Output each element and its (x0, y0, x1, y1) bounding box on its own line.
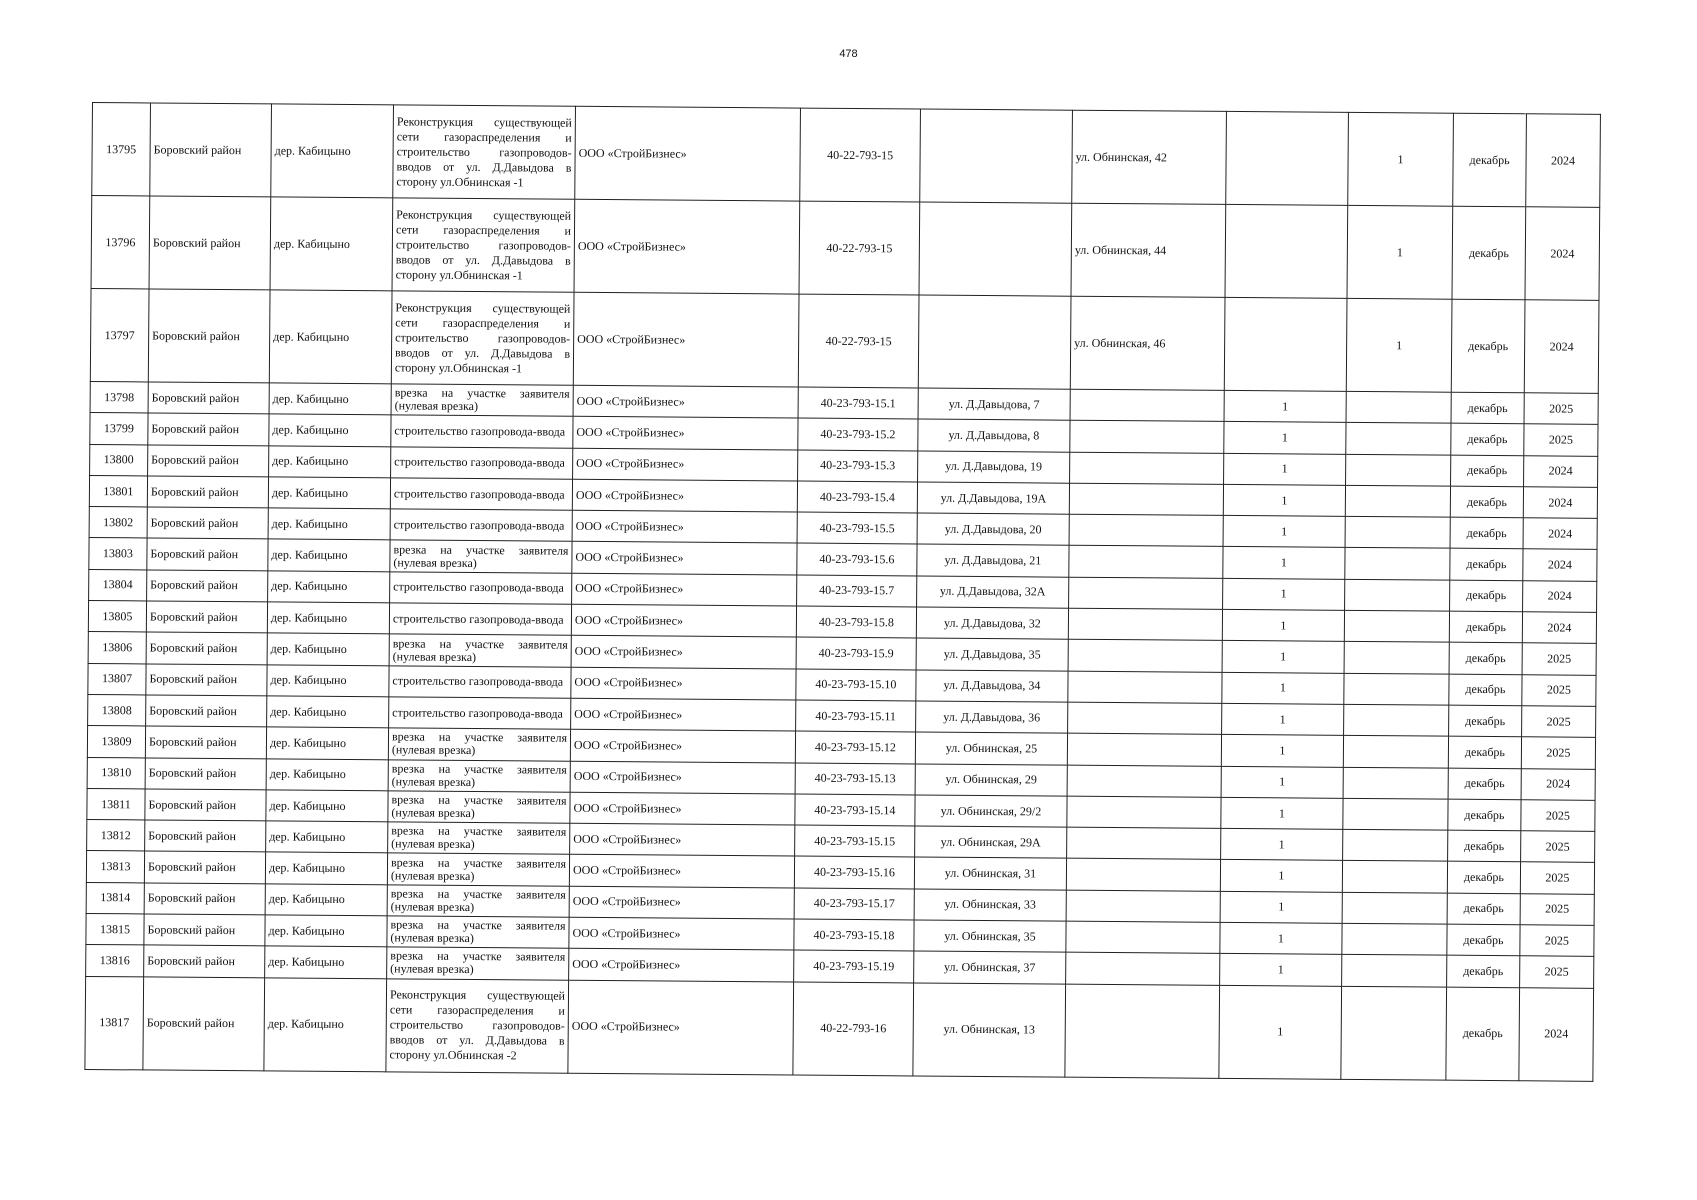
year-cell: 2024 (1523, 581, 1597, 613)
address-cell: ул. Обнинская, 29А (915, 826, 1067, 858)
quantity-alt-cell (1346, 454, 1451, 486)
address-cell: ул. Обнинская, 13 (913, 983, 1066, 1077)
organization-cell: ООО «СтройБизнес» (573, 448, 798, 481)
quantity-cell: 1 (1222, 641, 1344, 673)
quantity-cell: 1 (1221, 829, 1343, 861)
address-cell: ул. Обнинская, 33 (914, 889, 1066, 921)
work-description-cell: строительство газопровода-ввода (389, 666, 571, 699)
year-cell: 2025 (1524, 424, 1598, 456)
district-cell: Боровский район (146, 601, 267, 633)
month-cell: декабрь (1448, 768, 1521, 800)
village-cell: дер. Кабицыно (266, 821, 388, 853)
address-cell: ул. Д.Давыдова, 36 (916, 701, 1068, 733)
village-cell: дер. Кабицыно (267, 696, 389, 728)
organization-cell: ООО «СтройБизнес» (570, 792, 795, 825)
month-cell: декабрь (1451, 299, 1525, 393)
object-code-cell: 40-22-793-15 (798, 294, 919, 388)
address-alt-cell (1069, 483, 1223, 516)
quantity-alt-cell: 1 (1347, 205, 1453, 299)
work-description-cell: врезка на участке заявителя (нулевая врезка) (387, 947, 569, 980)
work-description-cell: врезка на участке заявителя (нулевая врезка) (391, 384, 573, 417)
address-cell: ул. Д.Давыдова, 8 (918, 419, 1070, 451)
work-description-cell: врезка на участке заявителя (нулевая врезка) (388, 759, 570, 792)
year-cell: 2025 (1522, 706, 1596, 738)
quantity-alt-cell (1346, 391, 1451, 423)
quantity-alt-cell (1345, 517, 1450, 549)
address-alt-cell (1068, 671, 1222, 704)
organization-cell: ООО «СтройБизнес» (572, 573, 797, 606)
object-code-cell: 40-23-793-15.15 (795, 825, 915, 857)
district-cell: Боровский район (148, 382, 269, 414)
village-cell: дер. Кабицыно (265, 915, 387, 947)
village-cell: дер. Кабицыно (268, 508, 390, 540)
table-row (90, 288, 1599, 393)
month-cell: декабрь (1446, 987, 1520, 1081)
object-code-cell: 40-23-793-15.3 (798, 450, 918, 482)
object-code-cell: 40-23-793-15.5 (797, 512, 917, 544)
row-number: 13815 (86, 914, 144, 946)
address-cell: ул. Обнинская, 31 (914, 857, 1066, 889)
quantity-cell: 1 (1220, 860, 1342, 892)
quantity-cell: 1 (1223, 516, 1345, 548)
village-cell: дер. Кабицыно (264, 978, 387, 1072)
work-description-cell: строительство газопровода-ввода (391, 415, 573, 448)
row-number: 13806 (88, 632, 146, 664)
work-description-cell: врезка на участке заявителя (нулевая врезка) (387, 853, 569, 886)
district-cell: Боровский район (148, 289, 270, 383)
table-body (85, 103, 1601, 1081)
row-number: 13800 (90, 444, 148, 476)
district-cell: Боровский район (144, 883, 265, 915)
address-alt-cell (1067, 827, 1221, 860)
row-number: 13814 (86, 882, 144, 914)
quantity-cell: 1 (1222, 609, 1344, 641)
object-code-cell: 40-23-793-15.17 (794, 888, 914, 920)
row-number: 13808 (88, 694, 146, 726)
year-cell: 2025 (1522, 674, 1596, 706)
row-number: 13809 (87, 726, 145, 758)
month-cell: декабрь (1449, 611, 1522, 643)
object-code-cell: 40-22-793-15 (799, 201, 920, 295)
quantity-cell: 1 (1222, 703, 1344, 735)
month-cell: декабрь (1448, 736, 1521, 768)
address-cell: ул. Д.Давыдова, 32А (917, 576, 1069, 608)
quantity-alt-cell (1343, 798, 1448, 830)
month-cell: декабрь (1451, 392, 1524, 424)
district-cell: Боровский район (143, 977, 265, 1071)
quantity-alt-cell: 1 (1346, 298, 1452, 392)
year-cell: 2025 (1520, 893, 1594, 925)
village-cell: дер. Кабицыно (268, 477, 390, 509)
address-cell: ул. Д.Давыдова, 35 (916, 638, 1068, 670)
organization-cell: ООО «СтройБизнес» (575, 106, 801, 201)
quantity-alt-cell (1345, 485, 1450, 517)
organization-cell: ООО «СтройБизнес» (571, 604, 796, 637)
work-description-cell: Реконструкция существующей сети газораспределения и строительство газопроводов-вводов от ул. Д.Давыдова в сторону ул.Обнинская -2 (386, 978, 569, 1072)
object-code-cell: 40-23-793-15.19 (794, 950, 914, 982)
work-description-cell: врезка на участке заявителя (нулевая врезка) (387, 916, 569, 949)
district-cell: Боровский район (146, 695, 267, 727)
address-alt-cell (1069, 514, 1223, 547)
table-row (91, 196, 1600, 301)
quantity-alt-cell (1344, 673, 1449, 705)
organization-cell: ООО «СтройБизнес» (574, 199, 800, 294)
address-alt-cell (1069, 546, 1223, 579)
district-cell: Боровский район (144, 851, 265, 883)
village-cell: дер. Кабицыно (268, 571, 390, 603)
year-cell: 2024 (1525, 207, 1600, 301)
address-cell (918, 295, 1071, 389)
page-number: 478 (839, 48, 858, 60)
address-alt-cell (1068, 702, 1222, 735)
quantity-cell: 1 (1223, 484, 1345, 516)
year-cell: 2025 (1520, 862, 1594, 894)
quantity-cell (1225, 204, 1348, 298)
address-cell: ул. Д.Давыдова, 19 (918, 451, 1070, 483)
quantity-cell: 1 (1224, 453, 1346, 485)
month-cell: декабрь (1448, 799, 1521, 831)
year-cell: 2024 (1523, 487, 1597, 519)
quantity-alt-cell (1344, 610, 1449, 642)
year-cell: 2025 (1520, 956, 1594, 988)
address-cell: ул. Обнинская, 29 (915, 764, 1067, 796)
district-cell: Боровский район (147, 507, 268, 539)
village-cell: дер. Кабицыно (269, 290, 392, 384)
district-cell: Боровский район (150, 103, 272, 197)
district-cell: Боровский район (146, 664, 267, 696)
address-alt-cell (1066, 953, 1220, 986)
quantity-alt-cell: 1 (1348, 112, 1454, 206)
district-cell: Боровский район (144, 914, 265, 946)
organization-cell: ООО «СтройБизнес» (572, 542, 797, 575)
district-cell: Боровский район (144, 945, 265, 977)
year-cell: 2025 (1521, 831, 1595, 863)
district-cell: Боровский район (149, 196, 271, 290)
work-description-cell: врезка на участке заявителя (нулевая врезка) (388, 822, 570, 855)
row-number: 13802 (89, 507, 147, 539)
quantity-cell: 1 (1221, 735, 1343, 767)
year-cell: 2024 (1524, 300, 1599, 394)
work-description-cell: врезка на участке заявителя (нулевая врезка) (387, 885, 569, 918)
district-cell: Боровский район (147, 476, 268, 508)
district-cell: Боровский район (145, 726, 266, 758)
district-cell: Боровский район (145, 820, 266, 852)
address-cell: ул. Д.Давыдова, 19А (917, 482, 1069, 514)
table-row (85, 976, 1594, 1081)
organization-cell: ООО «СтройБизнес» (572, 479, 797, 512)
village-cell: дер. Кабицыно (266, 727, 388, 759)
quantity-cell: 1 (1220, 891, 1342, 923)
month-cell: декабрь (1450, 549, 1523, 581)
quantity-cell: 1 (1220, 922, 1342, 954)
month-cell: декабрь (1447, 956, 1520, 988)
quantity-cell: 1 (1219, 985, 1342, 1079)
address-alt-cell (1070, 389, 1224, 422)
row-number: 13807 (88, 663, 146, 695)
organization-cell: ООО «СтройБизнес» (569, 886, 794, 919)
month-cell: декабрь (1447, 924, 1520, 956)
address-cell: ул. Обнинская, 37 (914, 951, 1066, 983)
work-description-cell: врезка на участке заявителя (нулевая врезка) (388, 791, 570, 824)
address-alt-cell (1066, 859, 1220, 892)
object-code-cell: 40-22-793-15 (800, 108, 921, 202)
address-alt-cell (1065, 984, 1220, 1078)
object-code-cell: 40-23-793-15.10 (796, 669, 916, 701)
organization-cell: ООО «СтройБизнес» (569, 917, 794, 950)
year-cell: 2025 (1524, 393, 1598, 425)
organization-cell: ООО «СтройБизнес» (571, 636, 796, 669)
object-code-cell: 40-23-793-15.6 (797, 544, 917, 576)
village-cell: дер. Кабицыно (269, 445, 391, 477)
address-alt-cell: ул. Обнинская, 44 (1071, 203, 1226, 297)
work-description-cell: строительство газопровода-ввода (390, 478, 572, 511)
village-cell: дер. Кабицыно (269, 383, 391, 415)
work-description-cell: Реконструкция существующей сети газораспределения и строительство газопроводов-вводов от ул. Д.Давыдова в сторону ул.Обнинская -1 (392, 198, 575, 292)
month-cell: декабрь (1449, 705, 1522, 737)
organization-cell: ООО «СтройБизнес» (573, 292, 799, 387)
quantity-cell: 1 (1222, 672, 1344, 704)
address-cell: ул. Обнинская, 25 (915, 732, 1067, 764)
table-row (92, 103, 1601, 208)
month-cell: декабрь (1452, 206, 1526, 300)
village-cell: дер. Кабицыно (271, 104, 394, 198)
quantity-alt-cell (1342, 892, 1447, 924)
address-alt-cell (1070, 452, 1224, 485)
work-description-cell: строительство газопровода-ввода (390, 509, 572, 542)
village-cell: дер. Кабицыно (265, 852, 387, 884)
address-cell (920, 109, 1073, 203)
quantity-alt-cell (1341, 986, 1447, 1080)
gasification-table (84, 102, 1601, 1081)
row-number: 13804 (89, 569, 147, 601)
row-number: 13795 (92, 103, 151, 196)
quantity-alt-cell (1342, 923, 1447, 955)
row-number: 13816 (86, 945, 144, 977)
row-number: 13799 (90, 413, 148, 445)
district-cell: Боровский район (147, 570, 268, 602)
organization-cell: ООО «СтройБизнес» (569, 855, 794, 888)
year-cell: 2024 (1524, 455, 1598, 487)
year-cell: 2024 (1526, 114, 1601, 208)
village-cell: дер. Кабицыно (267, 665, 389, 697)
quantity-cell: 1 (1221, 797, 1343, 829)
month-cell: декабрь (1449, 674, 1522, 706)
year-cell: 2024 (1523, 549, 1597, 581)
village-cell: дер. Кабицыно (268, 539, 390, 571)
quantity-cell (1226, 111, 1349, 205)
district-cell: Боровский район (147, 538, 268, 570)
month-cell: декабрь (1451, 423, 1524, 455)
month-cell: декабрь (1448, 830, 1521, 862)
quantity-alt-cell (1342, 955, 1447, 987)
month-cell: декабрь (1450, 580, 1523, 612)
work-description-cell: строительство газопровода-ввода (389, 697, 571, 730)
year-cell: 2024 (1522, 612, 1596, 644)
month-cell: декабрь (1449, 643, 1522, 675)
address-alt-cell (1066, 890, 1220, 923)
quantity-alt-cell (1345, 579, 1450, 611)
year-cell: 2024 (1521, 768, 1595, 800)
work-description-cell: строительство газопровода-ввода (391, 446, 573, 479)
village-cell: дер. Кабицыно (267, 602, 389, 634)
object-code-cell: 40-23-793-15.13 (795, 763, 915, 795)
object-code-cell: 40-23-793-15.14 (795, 794, 915, 826)
row-number: 13817 (85, 976, 144, 1069)
month-cell: декабрь (1451, 455, 1524, 487)
address-alt-cell: ул. Обнинская, 42 (1072, 110, 1227, 204)
year-cell: 2025 (1521, 737, 1595, 769)
quantity-cell: 1 (1224, 390, 1346, 422)
village-cell: дер. Кабицыно (266, 758, 388, 790)
row-number: 13811 (87, 788, 145, 820)
address-cell: ул. Д.Давыдова, 32 (916, 607, 1068, 639)
village-cell: дер. Кабицыно (265, 946, 387, 978)
object-code-cell: 40-23-793-15.4 (797, 481, 917, 513)
organization-cell: ООО «СтройБизнес» (573, 417, 798, 450)
row-number: 13803 (89, 538, 147, 570)
address-cell: ул. Д.Давыдова, 34 (916, 670, 1068, 702)
work-description-cell: строительство газопровода-ввода (390, 572, 572, 605)
object-code-cell: 40-23-793-15.9 (796, 637, 916, 669)
address-alt-cell (1067, 765, 1221, 798)
row-number: 13805 (88, 601, 146, 633)
address-alt-cell (1066, 921, 1220, 954)
address-alt-cell (1069, 577, 1223, 610)
month-cell: декабрь (1450, 517, 1523, 549)
work-description-cell: врезка на участке заявителя (нулевая врезка) (389, 634, 571, 667)
quantity-alt-cell (1345, 548, 1450, 580)
quantity-alt-cell (1343, 736, 1448, 768)
work-description-cell: Реконструкция существующей сети газораспределения и строительство газопроводов-вводов от ул. Д.Давыдова в сторону ул.Обнинская -1 (391, 291, 574, 385)
row-number: 13798 (90, 381, 148, 413)
address-cell (919, 202, 1072, 296)
object-code-cell: 40-22-793-16 (793, 982, 914, 1076)
object-code-cell: 40-23-793-15.16 (794, 856, 914, 888)
row-number: 13812 (87, 820, 145, 852)
row-number: 13810 (87, 757, 145, 789)
address-cell: ул. Обнинская, 29/2 (915, 795, 1067, 827)
object-code-cell: 40-23-793-15.8 (796, 606, 916, 638)
quantity-alt-cell (1342, 861, 1447, 893)
quantity-alt-cell (1346, 423, 1451, 455)
quantity-cell: 1 (1220, 954, 1342, 986)
quantity-cell: 1 (1224, 422, 1346, 454)
row-number: 13801 (89, 475, 147, 507)
address-cell: ул. Д.Давыдова, 21 (917, 544, 1069, 576)
work-description-cell: Реконструкция существующей сети газораспределения и строительство газопроводов-вводов от ул. Д.Давыдова в сторону ул.Обнинская -1 (393, 105, 576, 199)
address-alt-cell (1068, 640, 1222, 673)
object-code-cell: 40-23-793-15.11 (796, 700, 916, 732)
organization-cell: ООО «СтройБизнес» (570, 823, 795, 856)
object-code-cell: 40-23-793-15.12 (795, 731, 915, 763)
quantity-cell: 1 (1221, 766, 1343, 798)
address-cell: ул. Д.Давыдова, 7 (918, 388, 1070, 420)
address-alt-cell (1070, 420, 1224, 453)
quantity-cell: 1 (1223, 547, 1345, 579)
object-code-cell: 40-23-793-15.1 (798, 387, 918, 419)
address-alt-cell (1067, 796, 1221, 829)
district-cell: Боровский район (145, 758, 266, 790)
district-cell: Боровский район (146, 632, 267, 664)
row-number: 13813 (86, 851, 144, 883)
organization-cell: ООО «СтройБизнес» (568, 980, 794, 1075)
work-description-cell: строительство газопровода-ввода (389, 603, 571, 636)
row-number: 13796 (91, 196, 150, 289)
work-description-cell: врезка на участке заявителя (нулевая врезка) (390, 540, 572, 573)
month-cell: декабрь (1453, 113, 1527, 207)
month-cell: декабрь (1450, 486, 1523, 518)
village-cell: дер. Кабицыно (265, 884, 387, 916)
gasification-table-wrapper (84, 102, 1600, 1081)
organization-cell: ООО «СтройБизнес» (570, 730, 795, 763)
month-cell: декабрь (1447, 862, 1520, 894)
quantity-alt-cell (1343, 830, 1448, 862)
object-code-cell: 40-23-793-15.2 (798, 418, 918, 450)
organization-cell: ООО «СтройБизнес» (571, 667, 796, 700)
district-cell: Боровский район (148, 413, 269, 445)
address-cell: ул. Обнинская, 35 (914, 920, 1066, 952)
year-cell: 2024 (1523, 518, 1597, 550)
quantity-alt-cell (1343, 767, 1448, 799)
village-cell: дер. Кабицыно (267, 633, 389, 665)
row-number: 13797 (90, 288, 149, 381)
district-cell: Боровский район (148, 445, 269, 477)
village-cell: дер. Кабицыно (270, 197, 393, 291)
year-cell: 2025 (1521, 800, 1595, 832)
quantity-cell (1224, 297, 1347, 391)
organization-cell: ООО «СтройБизнес» (571, 698, 796, 731)
object-code-cell: 40-23-793-15.18 (794, 919, 914, 951)
district-cell: Боровский район (145, 789, 266, 821)
month-cell: декабрь (1447, 893, 1520, 925)
organization-cell: ООО «СтройБизнес» (569, 949, 794, 982)
organization-cell: ООО «СтройБизнес» (570, 761, 795, 794)
organization-cell: ООО «СтройБизнес» (573, 385, 798, 418)
year-cell: 2025 (1522, 643, 1596, 675)
organization-cell: ООО «СтройБизнес» (572, 510, 797, 543)
address-alt-cell (1067, 733, 1221, 766)
village-cell: дер. Кабицыно (269, 414, 391, 446)
address-alt-cell (1068, 608, 1222, 641)
village-cell: дер. Кабицыно (266, 790, 388, 822)
address-cell: ул. Д.Давыдова, 20 (917, 513, 1069, 545)
address-alt-cell: ул. Обнинская, 46 (1070, 296, 1225, 390)
work-description-cell: врезка на участке заявителя (нулевая врезка) (388, 728, 570, 761)
year-cell: 2024 (1519, 987, 1594, 1081)
quantity-alt-cell (1344, 642, 1449, 674)
quantity-cell: 1 (1223, 578, 1345, 610)
quantity-alt-cell (1344, 704, 1449, 736)
object-code-cell: 40-23-793-15.7 (797, 575, 917, 607)
year-cell: 2025 (1520, 925, 1594, 957)
